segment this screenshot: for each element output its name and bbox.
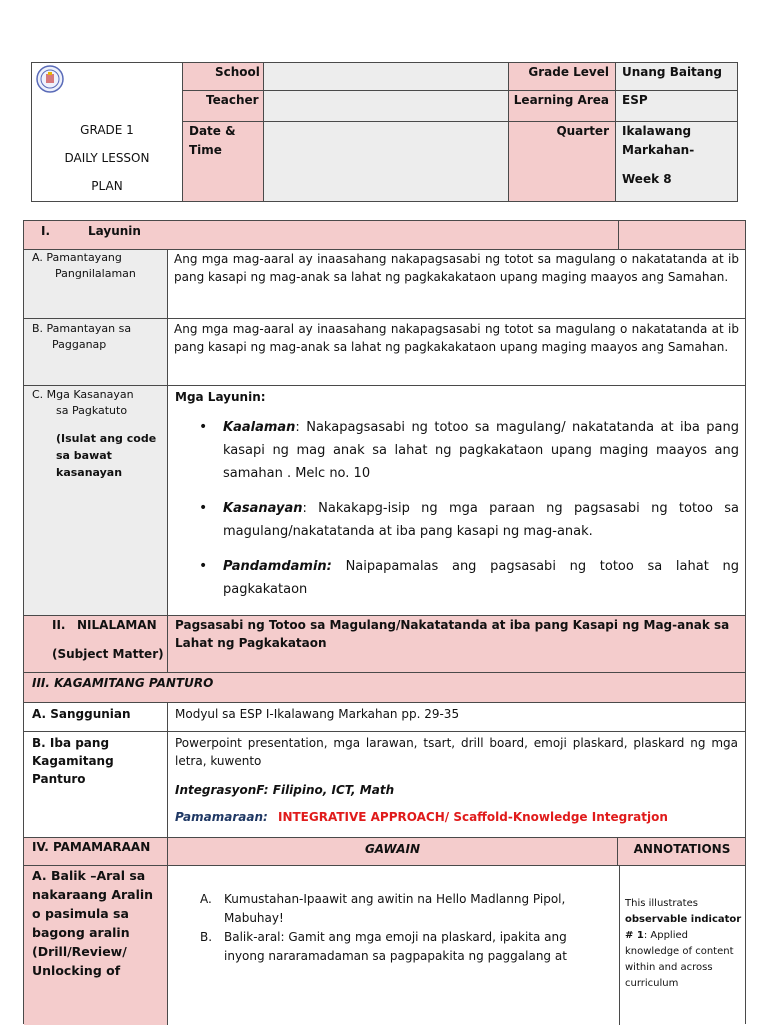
iba-label: B. Iba pang Kagamitang Panturo [32,736,114,786]
quarter-label: Quarter [556,124,609,138]
pamamaraan-value: INTEGRATIVE APPROACH/ Scaffold-Knowledge Integratjon [277,810,668,824]
layunin-item-kaalaman [175,416,739,485]
nilalaman-label: NILALAMAN [77,618,157,632]
pangnilalaman-label-line-1: A. Pamantayang [32,251,122,264]
row-iba-pang-kagamitan [23,731,746,838]
kasanayan-label [32,387,134,419]
quarter-value [622,122,694,189]
kagamitan-heading: III. KAGAMITANG PANTURO [32,676,214,690]
row-sanggunian [23,702,746,732]
balik-aral-label: A. Balik –Aral sa nakaraang Aralin o pasimula sa bagong aralin (Drill/Review/ Unlocking of [32,868,154,978]
quarter-value-line-3: Week 8 [622,172,672,186]
row-nilalaman [23,615,746,673]
quarter-label-cell [509,122,616,201]
balik-aral-label-cell [24,866,168,1025]
pagganap-label-line-1: B. Pamantayan sa [32,322,132,335]
balik-aral-item-b [174,928,604,966]
integrasyon-text: IntegrasyonF: Filipino, ICT, Math [175,783,395,797]
grade-level-label: Grade Level [528,65,609,79]
pamamaraan-heading: IV. PAMAMARAAN [32,840,151,854]
quarter-value-line-2: Markahan- [622,143,695,157]
gawain-heading-cell [168,838,618,865]
row-mga-kasanayan [23,385,746,616]
pangnilalaman-label [32,250,136,282]
grade-line-2: DAILY LESSON [64,151,150,165]
pamamaraan-heading-row [23,837,746,866]
pamamaraan-line [175,808,668,826]
sanggunian-text: Modyul sa ESP I-Ikalawang Markahan pp. 29-35 [175,707,460,721]
pangnilalaman-label-line-2: Pangnilalaman [55,267,136,280]
annotations-heading-cell [619,838,745,865]
mga-layunin-title: Mga Layunin: [175,390,266,404]
annotation-post: : Applied knowledge of content within and across curriculum [625,930,734,989]
date-time-label: Date & Time [189,124,236,157]
nilalaman-sub: (Subject Matter) [52,647,164,661]
annotation-text [625,896,743,992]
annotations-heading: ANNOTATIONS [633,842,731,856]
layunin-item-kasanayan [175,497,739,543]
row-pamantayang-pangnilalaman [23,249,746,319]
teacher-field[interactable] [264,91,509,122]
sanggunian-label: A. Sanggunian [32,707,131,721]
pamamaraan-heading-cell [24,838,168,865]
pangnilalaman-text: Ang mga mag-aaral ay inaasahang nakapagsasabi ng totot sa magulang o nakatatanda at ib pang kasapi ng mag-anak sa lahat ng pagkakakataon upang maging maayos ang Samahan. [174,252,739,284]
item-b-marker: B. [200,930,213,944]
grade-title [31,116,183,200]
balik-aral-item-a [174,890,604,928]
balik-aral-list [174,890,604,966]
kasanayan-term: Kasanayan [223,501,303,516]
kasanayan-note: (Isulat ang code sa bawat kasanayan [56,432,157,479]
pagganap-label [32,321,131,353]
iba-label-cell [24,732,168,837]
item-b-text: Balik-aral: Gamit ang mga emoji na plaskard, ipakita ang inyong nararamadaman sa pagpapakita ng paggalang at [224,930,567,963]
grade-level-label-cell [509,63,616,91]
teacher-label: Teacher [206,93,259,107]
school-label-cell [183,63,264,91]
teacher-label-cell [183,91,264,122]
learning-area-label-cell [509,91,616,122]
pagganap-label-line-2: Pagganap [52,338,107,351]
grade-level-field[interactable] [616,63,737,91]
nilalaman-num: II. [52,618,66,632]
kagamitan-heading-row [23,672,746,703]
layunin-heading-row [23,220,746,250]
school-label: School [215,65,260,79]
date-time-field[interactable] [264,122,509,201]
item-a-marker: A. [200,892,212,906]
layunin-num: I. [41,224,51,238]
kasanayan-label-line-2: sa Pagkatuto [56,404,128,417]
annotation-indicator: observable indicator # 1 [625,914,742,941]
layunin-item-pandamdamin [175,555,739,601]
school-field[interactable] [264,63,509,91]
kasanayan-text: : Nakakapg-isip ng mga paraan ng pagsasabi ng totoo sa magulang/nakatatanda at iba pang kasapi ng mag-anak. [223,501,739,539]
pagganap-text: Ang mga mag-aaral ay inaasahang nakapagsasabi ng totot sa magulang o nakatatanda at ib pang kasapi ng mag-anak sa lahat ng pagkakakataon upang maging maayos ang Samahan. [174,322,739,354]
pandamdamin-text: Naipapamalas ang pagsasabi ng totoo sa lahat ng pagkakataon [223,559,739,597]
kasanayan-label-cell [24,386,168,615]
row-balik-aral [23,865,746,1024]
nilalaman-text: Pagsasabi ng Totoo sa Magulang/Nakatatanda at iba pang Kasapi ng Mag-anak sa Lahat ng Pagkakataon [175,618,730,650]
sanggunian-label-cell [24,703,168,731]
pamamaraan-label: Pamamaraan: [175,810,268,824]
pandamdamin-term: Pandamdamin: [223,559,332,574]
layunin-list [175,416,739,613]
learning-area-field[interactable] [616,91,737,122]
grade-level-value: Unang Baitang [622,65,723,79]
kaalaman-text: : Nakapagsasabi ng totoo sa magulang/ nakatatanda at iba pang kasapi ng mag anak sa lahat ng pagkakataon upang maging maayos ang samahan . Melc no. 10 [223,420,739,481]
iba-text: Powerpoint presentation, mga larawan, tsart, drill board, emoji plaskard, plaskard ng mga letra, kuwento [175,736,738,768]
layunin-heading: Layunin [88,224,141,238]
quarter-field[interactable] [616,122,737,201]
annotation-pre: This illustrates [625,898,698,909]
learning-area-label: Learning Area [513,93,609,107]
gawain-heading: GAWAIN [364,842,421,856]
quarter-value-line-1: Ikalawang [622,124,692,138]
item-a-text: Kumustahan-Ipaawit ang awitin na Hello Madlanng Pipol, Mabuhay! [224,892,566,925]
date-label-cell [183,122,264,201]
kasanayan-label-line-1: C. Mga Kasanayan [32,388,134,401]
grade-line-1: GRADE 1 [80,123,134,137]
deped-seal-icon [35,64,65,94]
annotations-divider [619,866,620,1025]
layunin-divider [618,221,619,249]
learning-area-value: ESP [622,93,648,107]
pagganap-label-cell [24,319,168,385]
kaalaman-term: Kaalaman [223,420,296,435]
pangnilalaman-label-cell [24,250,168,318]
grade-line-3: PLAN [91,179,123,193]
nilalaman-label-cell [24,616,168,672]
row-pamantayan-sa-pagganap [23,318,746,386]
